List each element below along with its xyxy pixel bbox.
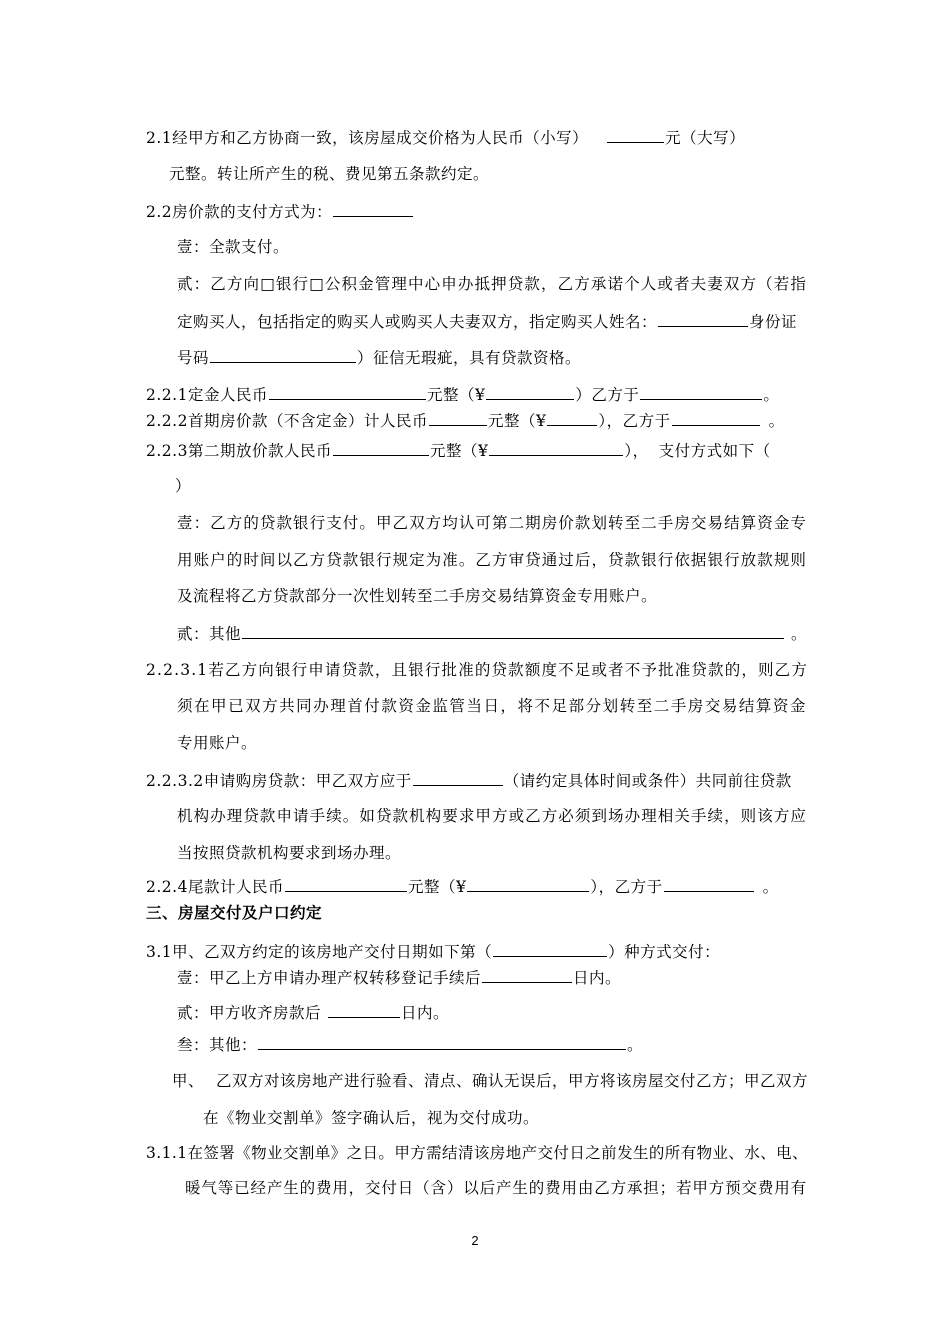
blank-buyer-name[interactable]	[658, 311, 748, 327]
clause-text: 2.2房价款的支付方式为：	[146, 203, 333, 221]
clause-text: 2.2.1定金人民币	[146, 386, 268, 404]
clause-text: 2.2.4尾款计人民币	[146, 878, 284, 896]
clause-text: 。	[768, 412, 785, 430]
option-full-payment: 壹：全款支付。	[177, 238, 290, 256]
clause-text: 元整（¥	[426, 386, 486, 404]
blank-delivery-method[interactable]	[493, 941, 607, 957]
clause-text: 2.2.3.2申请购房贷款：甲乙双方应于	[146, 772, 412, 790]
clause-text: ），乙方于	[598, 412, 671, 430]
clause-2-2-3-2-line-1	[146, 770, 792, 791]
clause-text: 用账户的时间以乙方贷款银行规定为准。乙方审贷通过后，贷款银行依据银行放款规则	[177, 551, 807, 569]
clause-2-2-3-1-line-1	[146, 660, 808, 680]
clause-text: 叁：其他：	[177, 1036, 258, 1054]
clause-2-2-1	[146, 384, 779, 405]
clause-2-2-3-2-line-3: 当按照贷款机构要求到场办理。	[177, 844, 402, 862]
blank-other-payment[interactable]	[242, 623, 784, 639]
other-payment	[177, 623, 807, 644]
delivery-option-2	[177, 1002, 449, 1023]
blank-final-payment-date[interactable]	[664, 876, 754, 892]
blank-price-small[interactable]	[607, 127, 664, 143]
delivery-confirm-line-1	[172, 1071, 808, 1091]
clause-text: 贰：其他	[177, 625, 242, 643]
clause-text: 乙双方对该房地产进行验看、清点、确认无误后，甲方将该房屋交付乙方；甲乙双方	[216, 1072, 809, 1090]
blank-payment-method[interactable]	[333, 201, 413, 217]
blank-first-payment[interactable]	[429, 410, 487, 426]
blank-delivery-days-1[interactable]	[482, 967, 572, 983]
clause-text: 须在甲已双方共同办理首付款资金监管当日，将不足部分划转至二手房交易结算资金	[177, 697, 807, 715]
clause-text: 机构办理贷款申请手续。如贷款机构要求甲方或乙方必须到场办理相关手续，则该方应	[177, 807, 807, 825]
clause-text: 定购买人，包括指定的购买人或购买人夫妻双方，指定购买人姓名：	[177, 313, 658, 331]
blank-delivery-other[interactable]	[258, 1034, 626, 1050]
clause-3-1	[146, 941, 720, 962]
option-loan-line-3	[177, 347, 581, 368]
clause-text: 2.2.2首期房价款（不含定金）计人民币	[146, 412, 428, 430]
clause-text: 壹：甲乙上方申请办理产权转移登记手续后	[177, 969, 482, 987]
clause-text: 。	[763, 386, 780, 404]
clause-text: 。	[791, 625, 808, 643]
clause-2-2-4	[146, 876, 779, 897]
bank-payment-line-1	[177, 513, 807, 533]
blank-loan-date[interactable]	[413, 770, 503, 786]
clause-text: 2.1经甲方和乙方协商一致，该房屋成交价格为人民币（小写）	[146, 129, 589, 147]
clause-text: 2.2.3第二期放价款人民币	[146, 442, 332, 460]
bank-payment-line-2	[177, 550, 807, 570]
clause-2-2	[146, 201, 414, 222]
blank-deposit-figure[interactable]	[486, 384, 574, 400]
clause-text: 支付方式如下（	[658, 442, 771, 460]
delivery-option-3	[177, 1034, 643, 1055]
clause-text: ），乙方于	[590, 878, 663, 896]
clause-2-2-3-1-line-2	[177, 696, 807, 716]
clause-2-2-3-2-line-2	[177, 806, 807, 826]
clause-text: 贰：甲方收齐房款后	[177, 1004, 322, 1022]
clause-text: ），	[624, 442, 649, 460]
clause-2-2-3-close: ）	[175, 477, 192, 495]
clause-text: 。	[627, 1036, 644, 1054]
delivery-confirm-line-2: 在《物业交割单》签字确认后，视为交付成功。	[203, 1109, 540, 1127]
clause-text: 日内。	[573, 969, 622, 987]
clause-2-1-line-1	[146, 127, 745, 148]
delivery-option-1	[177, 967, 621, 988]
clause-text: （请约定具体时间或条件）共同前往贷款	[503, 772, 792, 790]
option-loan-line-2	[177, 311, 797, 332]
clause-text: 日内。	[401, 1004, 450, 1022]
blank-final-payment-figure[interactable]	[467, 876, 589, 892]
clause-text: 元（大写）	[665, 129, 746, 147]
clause-text: 甲、	[172, 1072, 205, 1090]
blank-delivery-days-2[interactable]	[328, 1002, 400, 1018]
blank-first-payment-figure[interactable]	[547, 410, 597, 426]
clause-text: 元整（¥	[407, 878, 467, 896]
clause-text: 。	[762, 878, 779, 896]
clause-text: 贰：乙方向□银行□公积金管理中心申办抵押贷款，乙方承诺个人或者夫妻双方（若指	[177, 275, 807, 293]
clause-2-1-line-2: 元整。转让所产生的税、费见第五条款约定。	[169, 165, 490, 183]
clause-text: 号码	[177, 349, 210, 367]
option-loan-line-1	[177, 274, 807, 294]
blank-first-payment-date[interactable]	[672, 410, 760, 426]
clause-text: 身份证	[749, 313, 798, 331]
blank-id-number[interactable]	[210, 347, 356, 363]
clause-text: ）乙方于	[575, 386, 640, 404]
blank-second-payment-figure[interactable]	[489, 440, 623, 456]
clause-text: 元整（¥	[487, 412, 547, 430]
clause-text: 壹：乙方的贷款银行支付。甲乙双方均认可第二期房价款划转至二手房交易结算资金专	[177, 514, 807, 532]
bank-payment-line-3: 及流程将乙方贷款部分一次性划转至二手房交易结算资金专用账户。	[177, 587, 658, 605]
clause-3-1-1-line-1	[146, 1143, 808, 1163]
clause-3-1-1-line-2	[185, 1178, 807, 1198]
clause-2-2-2	[146, 410, 785, 431]
clause-text: 元整（¥	[429, 442, 489, 460]
blank-final-payment[interactable]	[285, 876, 407, 892]
section-3-heading: 三、房屋交付及户口约定	[146, 904, 323, 922]
clause-text: 3.1.1在签署《物业交割单》之日。甲方需结清该房地产交付日之前发生的所有物业、水、电、	[146, 1144, 808, 1162]
clause-text: 3.1甲、乙双方约定的该房地产交付日期如下第（	[146, 943, 493, 961]
clause-2-2-3-1-line-3: 专用账户。	[177, 734, 258, 752]
clause-text: ）征信无瑕疵，具有贷款资格。	[357, 349, 582, 367]
clause-text: ）种方式交付：	[608, 943, 721, 961]
blank-deposit-date[interactable]	[640, 384, 762, 400]
page-number: 2	[471, 1233, 479, 1248]
clause-2-2-3	[146, 440, 771, 461]
clause-text: 2.2.3.1若乙方向银行申请贷款，且银行批准的贷款额度不足或者不予批准贷款的，则乙方	[146, 661, 808, 679]
clause-text: 暖气等已经产生的费用，交付日（含）以后产生的费用由乙方承担；若甲方预交费用有	[185, 1179, 807, 1197]
blank-second-payment[interactable]	[333, 440, 429, 456]
blank-deposit-amount[interactable]	[269, 384, 426, 400]
